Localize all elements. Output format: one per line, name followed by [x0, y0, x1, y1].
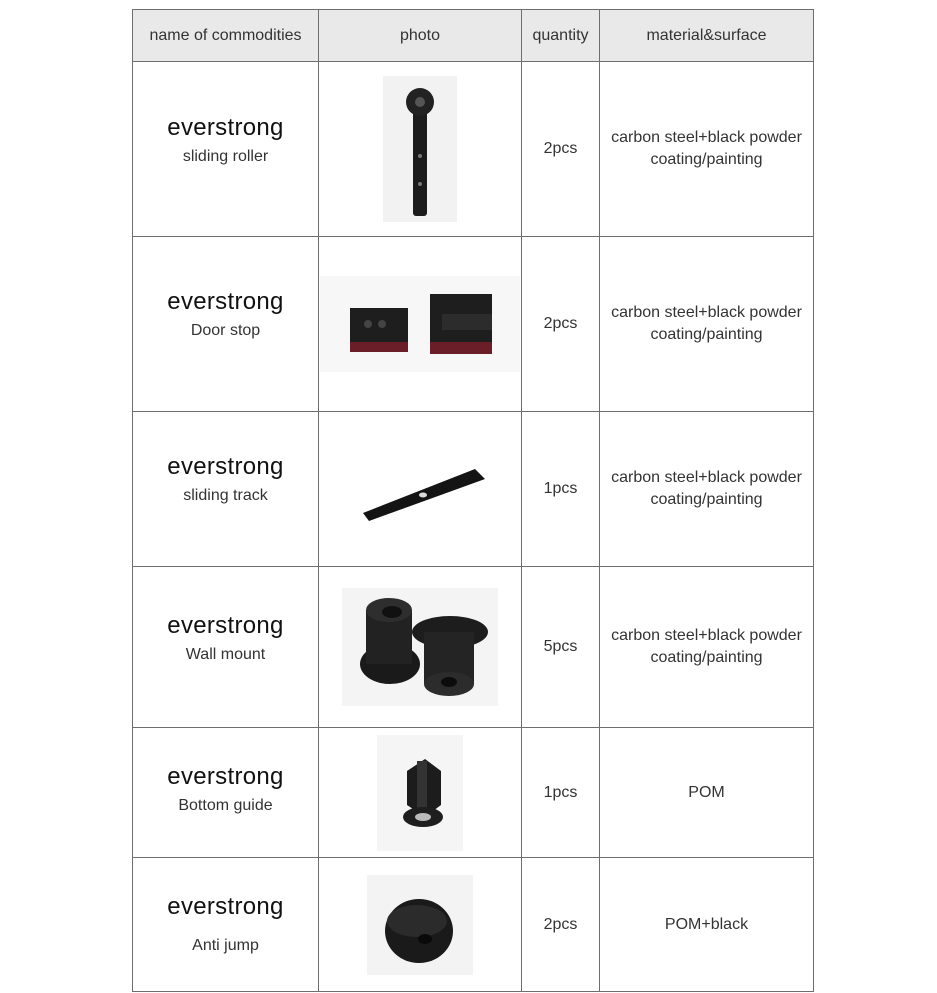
photo-cell [319, 858, 522, 992]
quantity-cell: 1pcs [522, 412, 600, 567]
table-row [133, 728, 814, 858]
name-cell [133, 62, 319, 237]
brand-label: everstrong [167, 612, 284, 639]
material-cell [600, 858, 814, 992]
name-cell [133, 567, 319, 728]
photo-cell [319, 728, 522, 858]
material-line: coating/painting [650, 491, 763, 508]
brand-label: everstrong [167, 453, 284, 480]
product-name: Bottom guide [178, 796, 273, 814]
material-line: carbon steel+black powder [611, 469, 802, 486]
material-line: carbon steel+black powder [611, 627, 802, 644]
product-name: Door stop [190, 322, 261, 339]
table-row [133, 237, 814, 412]
material-cell [600, 567, 814, 728]
quantity-cell: 2pcs [522, 62, 600, 237]
photo-cell [319, 237, 522, 412]
material-cell [600, 728, 814, 858]
anti-jump-photo [367, 875, 473, 975]
table-row [133, 858, 814, 992]
material-line: carbon steel+black powder [611, 304, 802, 321]
material-line: carbon steel+black powder [611, 129, 802, 146]
header-material: material&surface [600, 10, 814, 62]
brand-label: everstrong [167, 288, 284, 315]
sliding-track-photo [335, 439, 505, 539]
name-cell [133, 728, 319, 858]
quantity-cell: 2pcs [522, 237, 600, 412]
photo-cell [319, 412, 522, 567]
commodities-table [132, 9, 814, 992]
material-line: coating/painting [650, 649, 763, 666]
product-name: Anti jump [192, 936, 259, 954]
brand-label: everstrong [167, 762, 284, 790]
header-photo: photo [319, 10, 522, 62]
quantity-cell: 5pcs [522, 567, 600, 728]
commodities-table-container [132, 9, 813, 993]
wall-mount-photo [342, 588, 498, 706]
material-cell [600, 62, 814, 237]
sliding-roller-photo [383, 76, 457, 222]
product-name: sliding roller [182, 148, 269, 165]
table-row [133, 62, 814, 237]
quantity-cell: 2pcs [522, 858, 600, 992]
material-cell [600, 237, 814, 412]
material-line: coating/painting [650, 151, 763, 168]
table-row [133, 412, 814, 567]
bottom-guide-photo [377, 735, 463, 851]
door-stop-photo [320, 276, 520, 372]
brand-label: everstrong [167, 892, 284, 920]
product-name: Wall mount [185, 646, 266, 663]
table-row [133, 567, 814, 728]
header-name: name of commodities [133, 10, 319, 62]
material-line: POM [688, 783, 725, 801]
name-cell [133, 237, 319, 412]
material-line: coating/painting [650, 326, 763, 343]
brand-label: everstrong [167, 114, 284, 141]
material-line: POM+black [664, 915, 749, 933]
table-header-row [133, 10, 814, 62]
header-quantity: quantity [522, 10, 600, 62]
photo-cell [319, 62, 522, 237]
name-cell [133, 412, 319, 567]
name-cell [133, 858, 319, 992]
material-cell [600, 412, 814, 567]
quantity-cell: 1pcs [522, 728, 600, 858]
product-name: sliding track [183, 487, 268, 504]
photo-cell [319, 567, 522, 728]
